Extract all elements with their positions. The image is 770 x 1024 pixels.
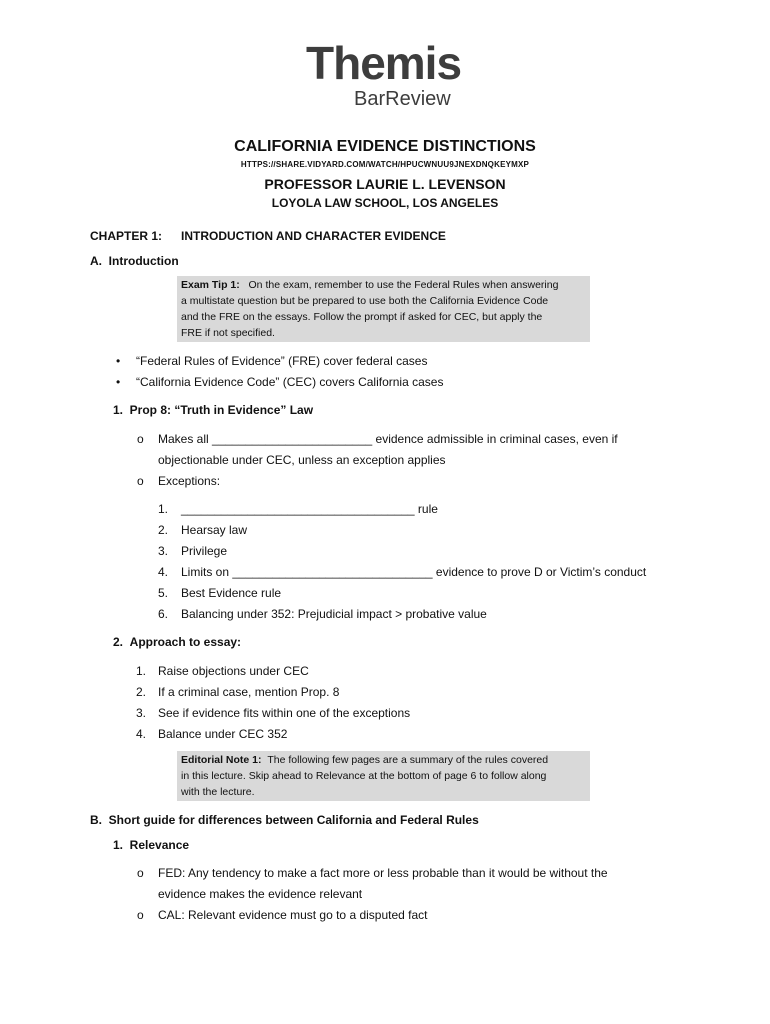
bar-review-logo-text: BarReview: [354, 88, 451, 110]
exception-item: ___________________________________ rule: [181, 502, 438, 516]
video-url[interactable]: HTTPS://SHARE.VIDYARD.COM/WATCH/HPUCWNUU9JNEXDNQKEYMXP: [240, 160, 530, 169]
approach-step-number: 3.: [136, 706, 147, 720]
relevance-fed: FED: Any tendency to make a fact more or less probable than it would be without the: [158, 866, 608, 880]
editorial-note-text: in this lecture. Skip ahead to Relevance at the bottom of page 6 to follow along: [181, 770, 547, 782]
circle-bullet-icon: o: [137, 866, 144, 880]
prop8-item-continued: objectionable under CEC, unless an exception applies: [158, 453, 446, 467]
exception-item: Balancing under 352: Prejudicial impact > probative value: [181, 607, 487, 621]
school-name: LOYOLA LAW SCHOOL, LOS ANGELES: [271, 196, 499, 210]
relevance-cal: CAL: Relevant evidence must go to a disputed fact: [158, 908, 428, 922]
bullet-icon: •: [116, 354, 121, 368]
approach-step-number: 1.: [136, 664, 147, 678]
themis-logo: Themis: [306, 37, 462, 89]
bullet-item: “California Evidence Code” (CEC) covers California cases: [136, 375, 444, 389]
circle-bullet-icon: o: [137, 474, 144, 488]
exception-item: Limits on ______________________________ evidence to prove D or Victim’s conduct: [181, 565, 647, 579]
exception-item: Privilege: [181, 544, 228, 558]
document-title: CALIFORNIA EVIDENCE DISTINCTIONS: [234, 138, 536, 155]
exam-tip-text: a multistate question but be prepared to use both the California Evidence Code: [181, 295, 549, 307]
exam-tip-box: [177, 276, 590, 342]
editorial-note-label: Editorial Note 1:: [181, 754, 262, 766]
exam-tip-text: and the FRE on the essays. Follow the prompt if asked for CEC, but apply the: [181, 311, 543, 323]
exception-number: 3.: [158, 544, 169, 558]
approach-step: Balance under CEC 352: [158, 727, 288, 741]
circle-bullet-icon: o: [137, 432, 144, 446]
approach-step: Raise objections under CEC: [158, 664, 309, 678]
approach-step: See if evidence fits within one of the exceptions: [158, 706, 411, 720]
exception-number: 6.: [158, 607, 169, 621]
bullet-icon: •: [116, 375, 121, 389]
section-a-heading: A. Introduction: [90, 254, 179, 268]
approach-step-number: 2.: [136, 685, 147, 699]
professor-name: PROFESSOR LAURIE L. LEVENSON: [264, 176, 506, 192]
chapter-title: INTRODUCTION AND CHARACTER EVIDENCE: [181, 229, 446, 243]
exception-number: 5.: [158, 586, 169, 600]
exam-tip-text: On the exam, remember to use the Federal Rules when answering: [248, 279, 559, 291]
exception-item: Best Evidence rule: [181, 586, 282, 600]
section-b-heading: B. Short guide for differences between California and Federal Rules: [90, 813, 479, 827]
approach-heading: 2. Approach to essay:: [113, 635, 242, 649]
prop8-item: Exceptions:: [158, 474, 221, 488]
chapter-label: CHAPTER 1:: [90, 229, 163, 243]
exception-number: 1.: [158, 502, 169, 516]
exception-item: Hearsay law: [181, 523, 248, 537]
bullet-item: “Federal Rules of Evidence” (FRE) cover federal cases: [136, 354, 428, 368]
exception-number: 2.: [158, 523, 169, 537]
relevance-heading: 1. Relevance: [113, 838, 190, 852]
editorial-note-text: The following few pages are a summary of the rules covered: [267, 754, 549, 766]
relevance-fed-continued: evidence makes the evidence relevant: [158, 887, 363, 901]
approach-step-number: 4.: [136, 727, 147, 741]
prop8-heading: 1. Prop 8: “Truth in Evidence” Law: [113, 403, 314, 417]
prop8-item: Makes all ________________________ evidence admissible in criminal cases, even if: [158, 432, 618, 446]
editorial-note-box: [177, 751, 590, 801]
approach-step: If a criminal case, mention Prop. 8: [158, 685, 340, 699]
exam-tip-label: Exam Tip 1:: [181, 279, 240, 291]
circle-bullet-icon: o: [137, 908, 144, 922]
exception-number: 4.: [158, 565, 169, 579]
exam-tip-text: FRE if not specified.: [181, 327, 275, 339]
editorial-note-text: with the lecture.: [181, 786, 255, 798]
